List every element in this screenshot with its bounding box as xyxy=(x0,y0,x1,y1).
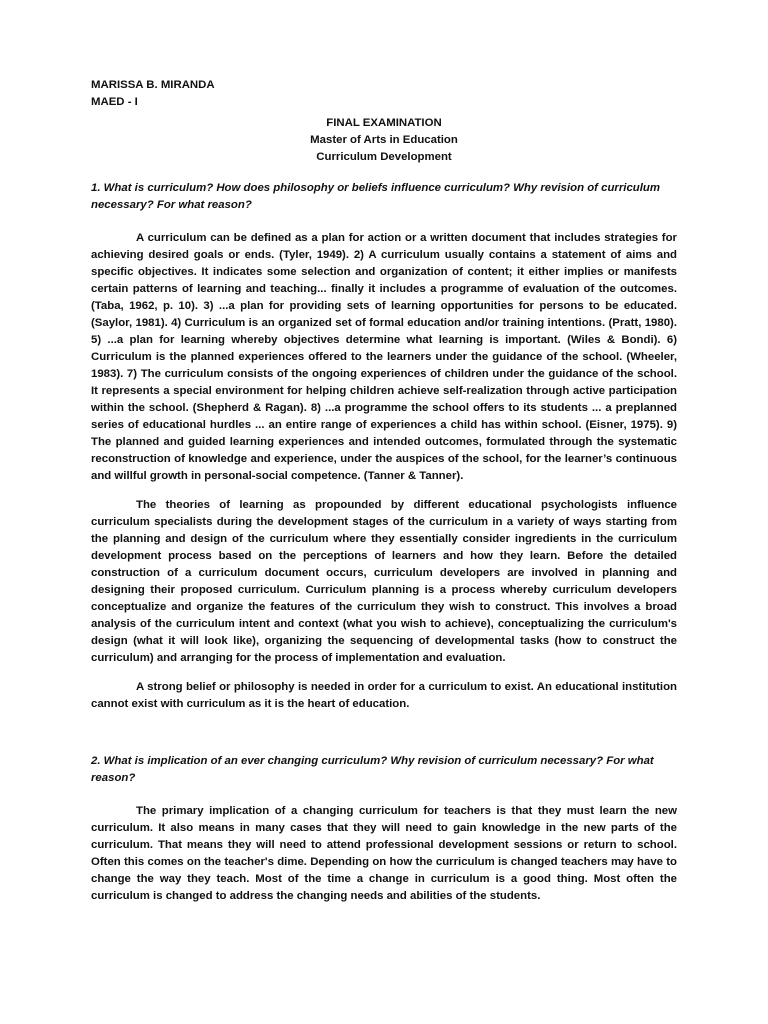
answer-1-paragraph-3: A strong belief or philosophy is needed in order for a curriculum to exist. An educational institution cannot exist with curriculum as it is the heart of education. xyxy=(91,681,677,710)
answer-1-paragraph-2: The theories of learning as propounded by different educational psychologists influence curriculum specialists during the development stages of the curriculum in a variety of ways starting from the planning and design of the curriculum where they essentially consider ingredients in the curriculum development process based on the perceptions of learners and how they learn. Before the detailed construction of a curriculum document occurs, curriculum developers are involved in planning and designing their proposed curriculum. Curriculum planning is a process whereby curriculum developers conceptualize and organize the features of the curriculum they wish to construct. This involves a broad analysis of the curriculum intent and context (what you wish to achieve), conceptualizing the curriculum's design (what it will look like), organizing the sequencing of developmental tasks (how to construct the curriculum) and arranging for the process of implementation and evaluation. xyxy=(91,499,677,664)
title-block xyxy=(91,115,677,166)
answer-2-paragraph-1: The primary implication of a changing curriculum for teachers is that they must learn the new curriculum. It also means in many cases that they will need to gain knowledge in the new parts of the curriculum. That means they will need to attend professional development sessions or return to school. Often this comes on the teacher's dime. Depending on how the curriculum is changed teachers may have to change the way they teach. Most of the time a change in curriculum is a good thing. Most often the curriculum is changed to address the changing needs and abilities of the students. xyxy=(91,805,677,902)
course-label: MAED - I xyxy=(91,96,138,108)
author-name: MARISSA B. MIRANDA xyxy=(91,79,215,91)
subject-title: Curriculum Development xyxy=(316,151,452,163)
program-title: Master of Arts in Education xyxy=(310,134,458,146)
exam-title: FINAL EXAMINATION xyxy=(326,117,442,129)
question-1: 1. What is curriculum? How does philosophy or beliefs influence curriculum? Why revision of curriculum necessary? For what reason? xyxy=(91,182,660,211)
question-2: 2. What is implication of an ever changing curriculum? Why revision of curriculum necessary? For what reason? xyxy=(91,755,654,784)
answer-1-paragraph-1: A curriculum can be defined as a plan for action or a written document that includes strategies for achieving desired goals or ends. (Tyler, 1949). 2) A curriculum usually contains a statement of aims and specific objectives. It indicates some selection and organization of content; it either implies or manifests certain patterns of learning and teaching... finally it includes a programme of evaluation of the outcomes. (Taba, 1962, p. 10). 3) ...a plan for providing sets of learning opportunities for persons to be educated. (Saylor, 1981). 4) Curriculum is an organized set of formal education and/or training intentions. (Pratt, 1980). 5) ...a plan for learning whereby objectives determine what learning is important. (Wiles & Bondi). 6) Curriculum is the planned experiences offered to the learners under the guidance of the school. (Wheeler, 1983). 7) The curriculum consists of the ongoing experiences of children under the guidance of the school. It represents a special environment for helping children achieve self-realization through active participation within the school. (Shepherd & Ragan). 8) ...a programme the school offers to its students ... a preplanned series of educational hurdles ... an entire range of experiences a child has within school. (Eisner, 1975). 9) The planned and guided learning experiences and intended outcomes, formulated through the systematic reconstruction of knowledge and experience, under the auspices of the school, for the learner’s continuous and willful growth in personal-social competence. (Tanner & Tanner). xyxy=(91,232,677,482)
